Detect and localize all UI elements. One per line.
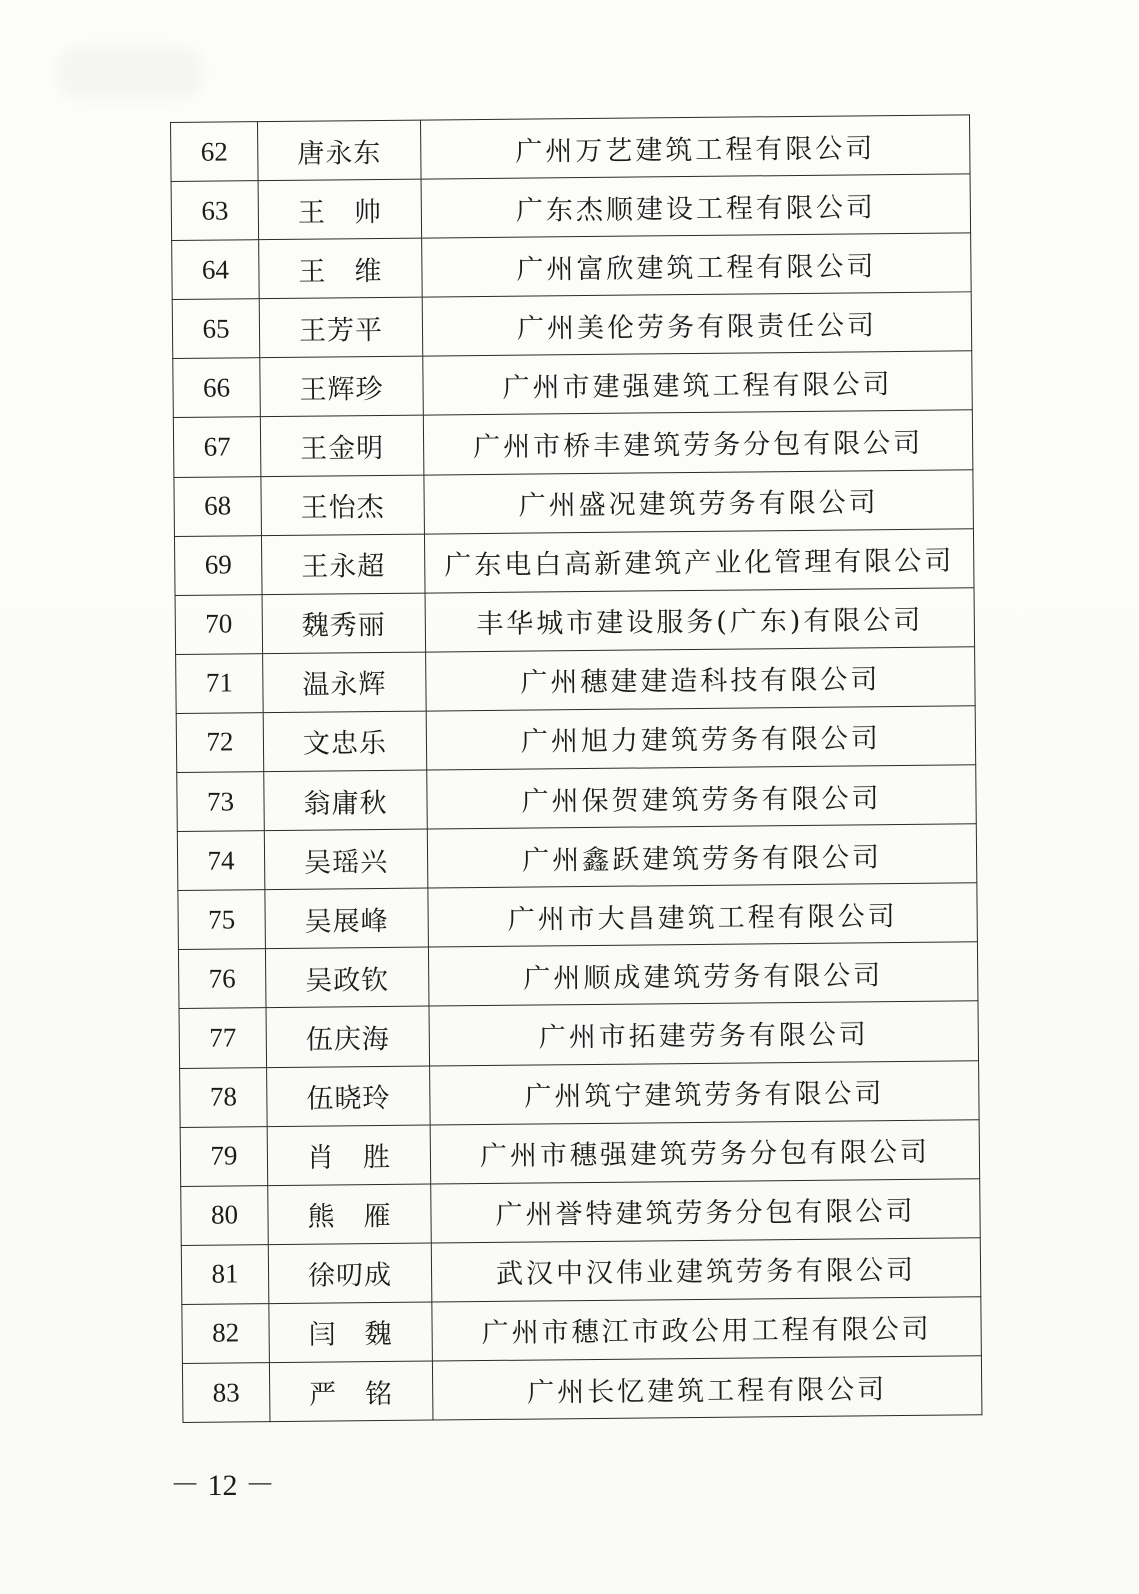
row-number-cell: 63 (171, 181, 259, 241)
person-name-cell: 熊 雁 (268, 1184, 432, 1245)
row-number-cell: 79 (180, 1126, 268, 1186)
person-name-cell: 王 维 (259, 238, 423, 299)
company-name-cell: 广州富欣建筑工程有限公司 (422, 233, 972, 297)
person-name-cell: 王永超 (261, 534, 425, 595)
person-name-cell: 王芳平 (259, 297, 423, 358)
row-number-cell: 81 (181, 1244, 269, 1304)
table-row (180, 1119, 980, 1186)
table-row (174, 528, 974, 595)
row-number-cell: 71 (176, 653, 264, 713)
company-name-cell: 广州市建强建筑工程有限公司 (423, 351, 973, 415)
person-name-cell: 伍晓玲 (267, 1066, 431, 1127)
person-name-cell: 王辉珍 (260, 356, 424, 417)
table-row (182, 1356, 982, 1423)
table-row (172, 292, 972, 359)
person-name-cell: 闫 魏 (269, 1302, 433, 1363)
row-number-cell: 69 (174, 535, 262, 595)
row-number-cell: 72 (176, 713, 264, 773)
company-name-cell: 广州市桥丰建筑劳务分包有限公司 (423, 410, 973, 474)
company-name-cell: 广州穗建建造科技有限公司 (426, 647, 976, 711)
table-row (178, 883, 978, 950)
row-number-cell: 67 (173, 417, 261, 477)
company-name-cell: 广东电白高新建筑产业化管理有限公司 (424, 528, 974, 592)
row-number-cell: 65 (172, 299, 260, 359)
row-number-cell: 77 (179, 1008, 267, 1068)
company-name-cell: 广州顺成建筑劳务有限公司 (428, 942, 978, 1006)
company-name-cell: 广州盛况建筑劳务有限公司 (424, 469, 974, 533)
person-name-cell: 徐叨成 (268, 1243, 432, 1304)
table-row (180, 1060, 980, 1127)
company-name-cell: 广州筑宁建筑劳务有限公司 (430, 1060, 980, 1124)
company-name-cell: 广州市穗江市政公用工程有限公司 (432, 1297, 982, 1361)
company-name-cell: 广州保贺建筑劳务有限公司 (427, 765, 977, 829)
person-name-cell: 王 帅 (258, 179, 422, 240)
table-row (173, 410, 973, 477)
row-number-cell: 76 (178, 949, 266, 1009)
row-number-cell: 75 (178, 890, 266, 950)
table-row (179, 1001, 979, 1068)
company-name-cell: 广州长忆建筑工程有限公司 (432, 1356, 982, 1420)
company-name-cell: 丰华城市建设服务(广东)有限公司 (425, 588, 975, 652)
person-name-cell: 温永辉 (263, 652, 427, 713)
table-row (172, 233, 972, 300)
roster-table-body (171, 115, 982, 1423)
person-name-cell: 唐永东 (258, 120, 422, 181)
company-name-cell: 武汉中汉伟业建筑劳务有限公司 (431, 1238, 981, 1302)
person-name-cell: 吴政钦 (265, 947, 429, 1008)
table-row (171, 174, 971, 241)
person-name-cell: 吴展峰 (265, 888, 429, 949)
company-name-cell: 广州市拓建劳务有限公司 (429, 1001, 979, 1065)
row-number-cell: 64 (172, 240, 260, 300)
company-name-cell: 广州誉特建筑劳务分包有限公司 (431, 1178, 981, 1242)
table-row (178, 942, 978, 1009)
row-number-cell: 66 (173, 358, 261, 418)
table-row (181, 1238, 981, 1305)
person-name-cell: 伍庆海 (266, 1006, 430, 1067)
company-name-cell: 广州市穗强建筑劳务分包有限公司 (430, 1119, 980, 1183)
row-number-cell: 62 (171, 122, 259, 182)
row-number-cell: 78 (180, 1067, 268, 1127)
company-name-cell: 广东杰顺建设工程有限公司 (421, 174, 971, 238)
person-name-cell: 吴瑶兴 (264, 829, 428, 890)
table-row (182, 1297, 982, 1364)
row-number-cell: 82 (182, 1303, 270, 1363)
row-number-cell: 80 (181, 1185, 269, 1245)
company-name-cell: 广州市大昌建筑工程有限公司 (428, 883, 978, 947)
company-name-cell: 广州万艺建筑工程有限公司 (420, 115, 970, 179)
table-row (176, 647, 976, 714)
page-number: － 12 － (170, 1469, 275, 1502)
row-number-cell: 73 (177, 772, 265, 832)
roster-table (170, 114, 982, 1423)
company-name-cell: 广州旭力建筑劳务有限公司 (426, 706, 976, 770)
company-name-cell: 广州美伦劳务有限责任公司 (422, 292, 972, 356)
person-name-cell: 魏秀丽 (262, 593, 426, 654)
person-name-cell: 严 铭 (269, 1361, 433, 1422)
table-row (173, 351, 973, 418)
row-number-cell: 74 (177, 831, 265, 891)
table-row (176, 706, 976, 773)
table-row (181, 1178, 981, 1245)
table-row (171, 115, 971, 182)
person-name-cell: 王怡杰 (261, 475, 425, 536)
scan-smudge (55, 45, 205, 100)
row-number-cell: 83 (182, 1363, 270, 1423)
table-row (177, 765, 977, 832)
row-number-cell: 70 (175, 594, 263, 654)
person-name-cell: 文忠乐 (263, 711, 427, 772)
row-number-cell: 68 (174, 476, 262, 536)
person-name-cell: 王金明 (260, 416, 424, 477)
company-name-cell: 广州鑫跃建筑劳务有限公司 (427, 824, 977, 888)
table-row (174, 469, 974, 536)
person-name-cell: 肖 胜 (267, 1125, 431, 1186)
table-row (177, 824, 977, 891)
table-row (175, 588, 975, 655)
person-name-cell: 翁庸秋 (264, 770, 428, 831)
